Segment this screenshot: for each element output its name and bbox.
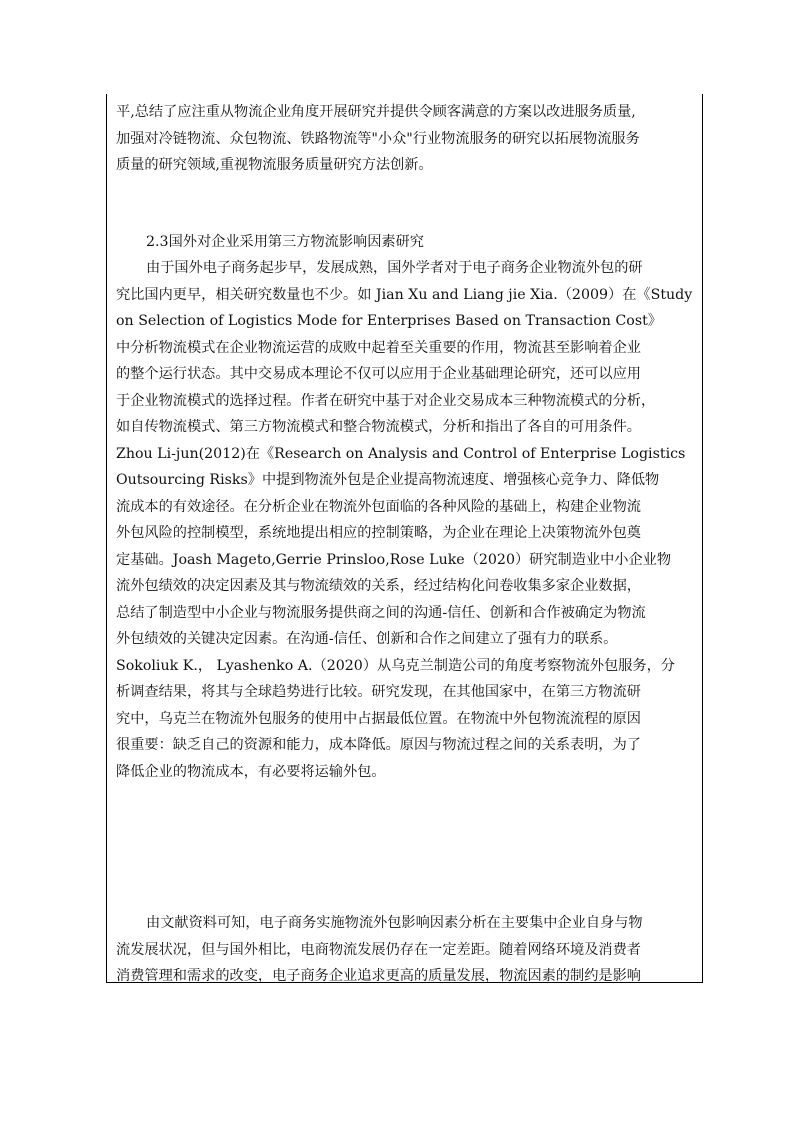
text-line: 质量的研究领域,重视物流服务质量研究方法创新。 (116, 157, 433, 173)
text-line: 平,总结了应注重从物流企业角度开展研究并提供令顾客满意的方案以改进服务质量, (116, 104, 636, 120)
text-line: Sokoliuk K.， Lyashenko A.（2020）从乌克兰制造公司的角度考察物流外包服务，分 (116, 657, 675, 674)
text-line: 定基础。Joash Mageto,Gerrie Prinsloo,Rose Luke（2020）研究制造业中小企业物 (116, 551, 672, 568)
text-line: 的整个运行状态。其中交易成本理论不仅可以应用于企业基础理论研究，还可以应用 (116, 366, 641, 382)
text-line: 总结了制造型中小企业与物流服务提供商之间的沟通-信任、创新和合作被确定为物流 (116, 604, 646, 621)
text-line: 由文献资料可知，电子商务实施物流外包影响因素分析在主要集中企业自身与物 (146, 915, 643, 931)
text-line: 析调查结果，将其与全球趋势进行比较。研究发现，在其他国家中，在第三方物流研 (116, 684, 641, 700)
text-line: Zhou Li-jun(2012)在《Research on Analysis and Control of Enterprise Logistics (116, 445, 686, 462)
text-line: 如自传物流模式、第三方物流模式和整合物流模式，分析和指出了各自的可用条件。 (116, 419, 641, 435)
paragraph-3 (116, 910, 696, 990)
text-line: 由于国外电子商务起步早，发展成熟，国外学者对于电子商务企业物流外包的研 (146, 260, 643, 276)
text-line: 究比国内更早，相关研究数量也不少。如 Jian Xu and Liang jie Xia.（2009）在《Study (116, 286, 693, 303)
text-line: Outsourcing Risks》中提到物流外包是企业提高物流速度、增强核心竞争力、降低物 (116, 472, 660, 488)
section-heading-text: 2.3国外对企业采用第三方物流影响因素研究 (146, 234, 424, 250)
paragraph-2 (116, 255, 696, 785)
text-line: 加强对冷链物流、众包物流、铁路物流等"小众"行业物流服务的研究以拓展物流服务 (116, 130, 640, 147)
text-line: 外包绩效的关键决定因素。在沟通-信任、创新和合作之间建立了强有力的联系。 (116, 631, 618, 647)
text-line: 消费管理和需求的改变，电子商务企业追求更高的质量发展，物流因素的制约是影响 (116, 968, 641, 984)
text-line: on Selection of Logistics Mode for Enterprises Based on Transaction Cost》 (116, 313, 662, 329)
text-line: 流外包绩效的决定因素及其与物流绩效的关系，经过结构化问卷收集多家企业数据， (116, 578, 641, 594)
section-heading (146, 229, 686, 256)
text-line: 中分析物流模式在企业物流运营的成败中起着至关重要的作用，物流甚至影响着企业 (116, 339, 641, 356)
paragraph-1 (116, 99, 696, 179)
text-line: 流成本的有效途径。在分析企业在物流外包面临的各种风险的基础上，构建企业物流 (116, 498, 641, 515)
text-line: 流发展状况，但与国外相比，电商物流发展仍存在一定差距。随着网络环境及消费者 (116, 941, 641, 958)
text-line: 究中，乌克兰在物流外包服务的使用中占据最低位置。在物流中外包物流流程的原因 (116, 710, 641, 727)
text-line: 降低企业的物流成本，有必要将运输外包。 (116, 763, 386, 780)
text-line: 外包风险的控制模型，系统地提出相应的控制策略，为企业在理论上决策物流外包奠 (116, 525, 641, 541)
text-line: 于企业物流模式的选择过程。作者在研究中基于对企业交易成本三种物流模式的分析， (116, 392, 656, 409)
text-line: 很重要：缺乏自己的资源和能力，成本降低。原因与物流过程之间的关系表明，为了 (116, 737, 641, 753)
